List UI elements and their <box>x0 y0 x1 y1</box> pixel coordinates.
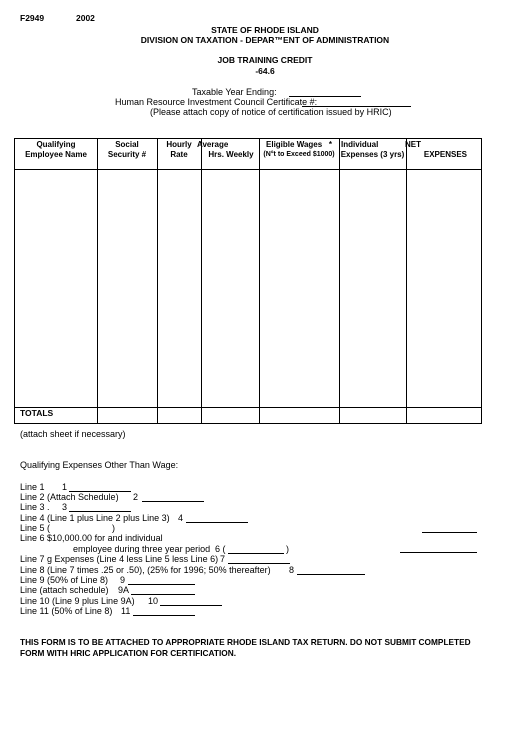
col-divider <box>259 139 260 423</box>
line-9-field[interactable] <box>128 584 195 585</box>
line-6-number: 6 ( <box>215 544 226 554</box>
line-9a-field[interactable] <box>131 594 195 595</box>
totals-divider <box>15 407 481 408</box>
col-employee-header <box>15 140 97 160</box>
line-5-close: ) <box>112 523 115 533</box>
col-hours-line2: Hrs. Weekly <box>208 150 254 159</box>
line-3-number: 3 <box>62 502 68 512</box>
line-5-result-field[interactable] <box>422 532 477 533</box>
line-10-label: Line 10 (Line 9 plus Line 9A) <box>20 596 135 606</box>
footer-line-1: THIS FORM IS TO BE ATTACHED TO APPROPRIATE RHODE ISLAND TAX RETURN. DO NOT SUBMIT COMPLETED <box>20 637 471 647</box>
line-4-field[interactable] <box>186 522 248 523</box>
col-individual-line2: Expenses (3 yrs) <box>340 150 405 159</box>
line-9a-label: Line (attach schedule) <box>20 585 109 595</box>
employee-table <box>14 138 482 424</box>
line-4-number: 4 <box>178 513 184 523</box>
form-year: 2002 <box>76 13 95 23</box>
col-rate-line2: Rate <box>170 150 188 159</box>
col-wages-label: Eligible Wages <box>266 140 323 149</box>
line-1-label: Line 1 <box>20 482 45 492</box>
attach-sheet-note: (attach sheet if necessary) <box>20 429 126 439</box>
line-11-label: Line 11 (50% of Line 8) <box>20 606 113 616</box>
attach-note: (Please attach copy of notice of certification issued by HRIC) <box>150 107 392 117</box>
form-title: JOB TRAINING CREDIT <box>217 55 313 65</box>
col-hours-line1: Average <box>197 140 229 149</box>
col-rate-line1: Hourly <box>166 140 192 149</box>
line-7-number: 7 <box>220 554 226 564</box>
col-net-line1: NET <box>405 140 421 149</box>
line-2-field[interactable] <box>142 501 204 502</box>
line-7-field[interactable] <box>228 563 290 564</box>
col-divider <box>201 139 202 423</box>
line-3-label: Line 3 . <box>20 502 50 512</box>
line-2-label: Line 2 (Attach Schedule) <box>20 492 119 502</box>
line-9-number: 9 <box>120 575 126 585</box>
line-6-result-field[interactable] <box>400 552 477 553</box>
line-6-sublabel: employee during three year period <box>73 544 211 554</box>
line-8-number: 8 <box>289 565 295 575</box>
col-individual-line1: Individual <box>341 140 379 149</box>
form-number: F2949 <box>20 13 45 23</box>
col-divider <box>339 139 340 423</box>
line-7-label: Line 7 g Expenses (Line 4 less Line 5 less Line 6) <box>20 554 219 564</box>
line-9a-number: 9A <box>118 585 130 595</box>
col-divider <box>406 139 407 423</box>
form-code: -64.6 <box>255 66 275 76</box>
line-9-label: Line 9 (50% of Line 8) <box>20 575 109 585</box>
footer-line-2: FORM WITH HRIC APPLICATION FOR CERTIFICATION. <box>20 648 237 658</box>
line-8-label: Line 8 (Line 7 times .25 or .50), (25% for 1996; 50% thereafter) <box>20 565 271 575</box>
division-title: DIVISION ON TAXATION - DEPAR™ENT OF ADMINISTRATION <box>140 35 390 45</box>
line-8-field[interactable] <box>297 574 365 575</box>
col-wages-line2: (N°t to Exceed $1000) <box>263 151 335 158</box>
line-4-label: Line 4 (Line 1 plus Line 2 plus Line 3) <box>20 513 170 523</box>
col-net-header <box>387 140 483 160</box>
line-2-number: 2 <box>133 492 139 502</box>
line-10-number: 10 <box>148 596 159 606</box>
col-ssn-line2: Security # <box>107 150 147 159</box>
line-10-field[interactable] <box>160 605 222 606</box>
col-ssn-header <box>97 140 157 160</box>
line-6-label: Line 6 $10,000.00 for and individual <box>20 533 163 543</box>
col-employee-line2: Employee Name <box>25 150 87 159</box>
col-net-line2: EXPENSES <box>423 150 467 159</box>
col-wages-line1 <box>259 140 339 150</box>
col-ssn-line1: Social <box>115 140 139 149</box>
line-1-number: 1 <box>62 482 68 492</box>
line-11-number: 11 <box>121 606 131 616</box>
asterisk: * <box>328 140 332 149</box>
header-divider <box>15 169 481 170</box>
state-title: STATE OF RHODE ISLAND <box>211 25 319 35</box>
col-divider <box>97 139 98 423</box>
col-divider <box>157 139 158 423</box>
qualifying-expenses-heading: Qualifying Expenses Other Than Wage: <box>20 460 179 470</box>
certificate-label: Human Resource Investment Council Certificate #: <box>115 97 318 107</box>
line-5-label: Line 5 ( <box>20 523 51 533</box>
taxable-year-label: Taxable Year Ending: <box>192 87 277 97</box>
line-6-field[interactable] <box>228 553 284 554</box>
line-11-field[interactable] <box>133 615 195 616</box>
col-wages-header <box>259 140 339 160</box>
col-employee-line1: Qualifying <box>36 140 76 149</box>
totals-label: TOTALS <box>20 408 54 418</box>
line-6-close: ) <box>286 544 289 554</box>
line-3-field[interactable] <box>69 511 131 512</box>
